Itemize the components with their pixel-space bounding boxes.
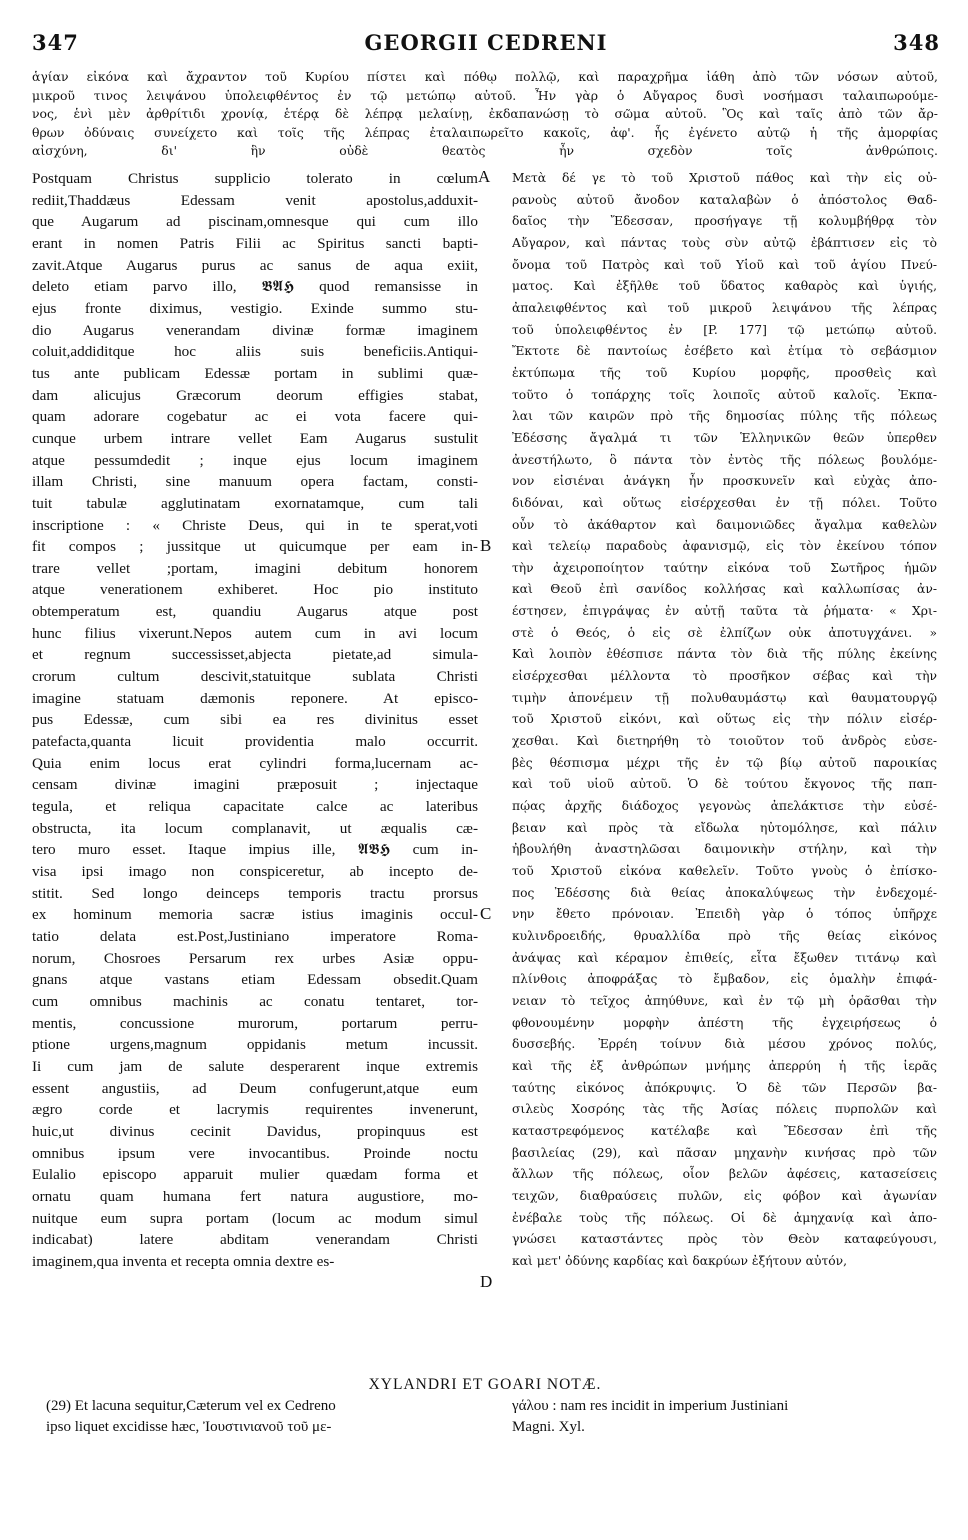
text-line: δυσσεβής. Ἐρρέη τοίνυν διὰ μέσου χρόνος πολύς, [512, 1037, 937, 1052]
text-line: Ii cum jam de salute desperarent inque extremis [32, 1057, 478, 1075]
text-line: nuitque eum supra portam (locum ac modum simul [32, 1209, 478, 1227]
text-line: κυλινδροειδής, θρυαλλίδα πρὸ τῆς θείας εἰκόνος [512, 928, 937, 943]
text-line: imagine statuam dæmonis reponere. At episco- [32, 689, 478, 707]
text-line: imaginem,qua inventa et recepta omnia dextre es- [32, 1252, 335, 1270]
text-line: rediit,Thaddæus Edessam venit apostolus,adduxit- [32, 191, 478, 209]
text-line: αἰσχύνη, δι' ἣν οὐδὲ θεατὸς ἦν σχεδὸν τοῖς ἀνθρώποις. [32, 143, 938, 159]
text-line: ægro corde et lacrymis requirentes invenerunt, [32, 1101, 478, 1119]
text-line: βασιλείας (29), καὶ πᾶσαν μηχανὴν κινήσας πρὸ τῶν [512, 1145, 937, 1160]
note-line: γάλου : nam res incidit in imperium Justiniani [512, 1398, 789, 1414]
text-line: τοῦ Χριστοῦ εἰκόνι, καὶ οὕτως εἰς τὴν πόλιν εἰσέρ- [512, 712, 937, 727]
text-line: διδόναι, καὶ οὕτως εἰσέρχεσθαι ἐν τῇ πόλει. Τοῦτο [512, 495, 937, 510]
text-line: huic,ut divinus cecinit Davidus, propinquus est [32, 1122, 478, 1140]
text-line: visa ipsi imago non conspiceretur, ab incepto de- [32, 863, 478, 880]
greek-column [512, 168, 937, 1272]
text-line: νον εἰσιέναι ἀνάγκη ἦν προσκυνεῖν καὶ εὐχὰς ἀπο- [512, 474, 937, 489]
text-line: et regnum successisset,abjecta pietate,ad simula- [32, 646, 478, 664]
text-line: patefacta,quanta licuit providentia malo occurrit. [32, 733, 478, 751]
text-line: καταστρεφόμενος κατέλαβε καὶ Ἔδεσσαν ἐπὶ τῆς [512, 1123, 937, 1138]
text-line: πῴας ἀρχῆς διάδοχος γεγονὼς ἀπελάκτισε τὴν εὐσέ- [512, 799, 937, 814]
text-line: ἠβουλήθη ἀναστηλῶσαι δαιμονικὴν στήλην, καὶ τὴν [512, 842, 937, 857]
text-line: ἐνέβαλε τοὺς τῆς πόλεως. Οἱ δὲ ἀμηχανίᾳ καὶ ἀπο- [512, 1210, 937, 1225]
text-line: Postquam Christus supplicio tolerato in cœlum [32, 170, 478, 187]
text-line: βειαν καὶ πρὸς τὰ εἴδωλα ηὐτομόλησε, καὶ πάλιν [512, 820, 937, 835]
text-line: atque pessumdedit ; inque ejus locum imaginem [32, 451, 478, 469]
text-line: tuit tabulæ agglutinatam exornatamque, cum tali [32, 494, 478, 512]
text-line: Eulalio episcopo apparuit mulier quædam forma et [32, 1166, 478, 1184]
text-line: hunc filius vixerunt.Nepos autem cum in avi locum [32, 624, 478, 642]
text-line: Μετὰ δέ γε τὸ τοῦ Χριστοῦ πάθος καὶ τὴν εἰς οὐ- [512, 171, 937, 185]
text-line: ἐκτύπωμα τῆς τοῦ Κυρίου μορφῆς, προσθεὶς καὶ [512, 365, 937, 380]
text-line: dio Augarus venerandam divinæ formæ imaginem [32, 321, 478, 339]
text-line: Καὶ λοιπὸν ἐθέσπισε πάντα τὸν διὰ τῆς πύλης ἐκείνης [512, 647, 937, 662]
text-line: ἁγίαν εἰκόνα καὶ ἄχραντον τοῦ Κυρίου πίστει καὶ πόθῳ πολλῷ, καὶ παραχρῆμα ἰάθη ἀπὸ τῶν νόσων αὐτοῦ, [32, 69, 938, 84]
note-line: (29) Et lacuna sequitur,Cæterum vel ex Cedreno [46, 1398, 336, 1414]
note-line: ipso liquet excidisse hæc, Ἰουστινιανοῦ τοῦ με- [46, 1419, 332, 1435]
text-line: οὖν τὸ ἀκάθαρτον καὶ δαιμονιῶδες ἄγαλμα καθελὼν [512, 517, 937, 532]
text-line: essent angustiis, ad Deum confugerunt,atque eum [32, 1079, 478, 1097]
text-line: τοῦτο ὁ τοπάρχης τοῖς λοιποῖς αὐτοῦ καλοῖς. Ἐκπα- [512, 387, 937, 402]
text-line: φθονουμένην μορφὴν ἀπέστη τῆς ἐγχειρήσεως ὁ [512, 1015, 937, 1030]
text-line: καὶ Θεοῦ ἐπὶ σανίδος κολλήσας καὶ καλλωπίσας ἀν- [512, 582, 937, 597]
running-title: GEORGII CEDRENI [364, 30, 608, 55]
margin-marker-c: C [480, 904, 492, 923]
text-line: καὶ τῆς ἐξ ἀνθρώπων μνήμης ἀπερρύη ἡ τῆς ἱερᾶς [512, 1058, 937, 1073]
text-line: χεσθαι. Καὶ διετηρήθη τὸ τοιοῦτον τοῦ ἀνδρὸς εὐσε- [512, 734, 937, 749]
text-line: βὲς θέσπισμα μέχρι τῆς ἐν τῷ βίῳ αὐτοῦ παροικίας [512, 755, 937, 770]
text-line: stitit. Sed longo deinceps temporis tractu prorsus [32, 884, 478, 902]
text-line: crorum cultum descivit,statuitque sublata Christi [32, 668, 478, 686]
text-line: erant in nomen Patris Filii ac Spiritus sancti bapti- [32, 234, 478, 252]
greek-continuation-block [32, 68, 938, 161]
text-line: gnans atque vastans etiam Edessam obsedit.Quam [32, 971, 478, 989]
text-line: πλίνθοις ἀποφράξας τὸ ἔμβαδον, εἰς ὁμαλὴν ἐπιφά- [512, 972, 937, 987]
text-line: Ἐδέσσης ἄγαλμά τι τῶν Ἑλληνικῶν θεῶν ὑπερθεν [512, 430, 937, 445]
text-line: dam alicujus Græcorum deorum effigies stabat, [32, 386, 478, 404]
text-line: ex hominum memoria sacræ istius imaginis occul- [32, 906, 478, 924]
text-line: τιμὴν ἀπονέμειν τῇ πολυθαυμάστῳ καὶ θαυματουργῷ [512, 690, 937, 705]
text-line: τειχῶν, διαθραύσεις πυλῶν, εἰς φόβον καὶ ἀγωνίαν [512, 1188, 937, 1203]
text-line: censam divinæ imagini præposuit ; injectaque [32, 776, 478, 794]
text-line: trare vellet ;portam, imagini debitum honorem [32, 559, 478, 577]
text-line: νην ἔθετο πρόνοιαν. Ἐπειδὴ γὰρ ὁ τόπος ὑπῆρχε [512, 907, 937, 922]
text-line: zavit.Atque Augarus purus ac sanus de aqua exiit, [32, 256, 478, 274]
text-line: ἀνάψας καὶ κέραμον ἐπιθείς, εἶτα ἔξωθεν τιτάνῳ καὶ [512, 950, 937, 965]
text-line: ματος. Καὶ ἐξῆλθε τοῦ ὕδατος καθαρὸς καὶ ὑγιής, [512, 279, 937, 294]
note-line: Magni. Xyl. [512, 1419, 585, 1435]
text-line: tatio delata est.Post,Justiniano imperatore Roma- [32, 927, 478, 945]
text-line: σιλεὺς Χοσρόης τὰς τῆς Ἀσίας πόλεις πυρπολῶν καὶ [512, 1102, 937, 1117]
text-line: τοῦ ὑπολειφθέντος ἐν [P. 177] τῷ μετώπῳ αὐτοῦ. [512, 322, 937, 337]
text-line: τοῦ Χριστοῦ εἰκόνα καθελεῖν. Τοῦτο γνοὺς ὁ ἐπίσκο- [512, 864, 937, 878]
text-line: καὶ μετ' ὀδύνης καρδίας καὶ δακρύων ἐξήτουν αὐτόν, [512, 1253, 848, 1268]
text-line: deleto etiam parvo illo, 𝕭𝕬𝕳 quod remansisse in [32, 278, 478, 296]
text-line: tero muro esset. Itaque impius ille, 𝕬𝕭𝕳 cum in- [32, 841, 478, 859]
text-line: que Augarum ad piscinam,omnesque qui cum illo [32, 213, 478, 231]
text-line: ἄλλων τῆς πόλεως, οἷον βελῶν ἀφέσεις, κατασείσεις [512, 1167, 937, 1182]
text-line: ἀπαλειφθέντος καὶ τοῦ μικροῦ λειψάνου τῆς λέπρας [512, 300, 937, 315]
text-line: tus ante publicam Edessæ portam in sublimi quæ- [32, 364, 478, 382]
page-number-right: 348 [893, 30, 940, 55]
text-line: Ἔκτοτε δὲ παντοίως ἐσέβετο καὶ ἐτίμα τὸ σεβάσμιον [512, 344, 937, 359]
notes-right-column [512, 1396, 937, 1438]
text-line: coluit,addiditque hoc aliis suis beneficiis.Antiqui- [32, 343, 478, 361]
text-line: mentis, concussione murorum, portarum perru- [32, 1014, 478, 1032]
page-number-left: 347 [32, 30, 79, 55]
text-line: tegula, et reliqua capacitate calce ac lateribus [32, 798, 478, 816]
text-line: νειαν τὸ τεῖχος ἀπηύθυνε, καὶ ἐν τῷ μὴ ὁρᾶσθαι τὴν [512, 993, 937, 1008]
margin-marker-d: D [480, 1272, 493, 1291]
text-line: στὲ ὁ Θεός, ὁ εἰς σὲ ἐλπίζων οὐκ ἀποτυγχάνει. » [512, 625, 937, 640]
text-line: ὄνομα τοῦ Πατρὸς καὶ τοῦ Υἱοῦ καὶ τοῦ ἁγίου Πνεύ- [512, 257, 937, 272]
margin-marker-b: B [480, 536, 492, 555]
notes-left-column [46, 1396, 478, 1438]
text-line: εἰσέρχεσθαι μέλλοντα τὸ προσῆκον σέβας καὶ τὴν [512, 669, 937, 684]
text-line: ἀνεστήλωτο, ὃ πάντα τὸν ἐντὸς τῆς πόλεως βουλόμε- [512, 452, 937, 467]
text-line: fit compos ; jussitque ut quicumque per eam in- [32, 538, 478, 556]
text-line: ταύτης εἰκόνος ἀπόκρυψις. Ὁ δὲ τῶν Περσῶν βα- [512, 1080, 937, 1095]
running-header [32, 30, 940, 64]
text-line: obtemperatum est, quandiu Augarus atque post [32, 603, 478, 621]
text-line: έστησεν, ἐπιγράψας ἐν αὐτῇ ταῦτα τὰ ῥήματα· « Χρι- [512, 604, 937, 619]
text-line: ptione urgens,magnum oppidanis metum incussit. [32, 1036, 478, 1054]
text-line: norum, Chosroes Persarum rex urbes Asiæ oppu- [32, 949, 478, 967]
text-line: καὶ τοῦ υἱοῦ αὐτοῦ. Ὁ δὲ τούτου ἔκγονος τῆς παπ- [512, 777, 937, 792]
text-line: pus Edessæ, cum sibi ea res divinitus esset [32, 711, 478, 729]
text-line: μικροῦ τινος λειψάνου ὑπολειφθέντος ἐν τῷ μετώπῳ αὐτοῦ. Ἦν γὰρ ὁ Αὔγαρος δυσὶ νοσήμασι ταλαιπωρούμε- [32, 87, 938, 103]
margin-marker-a: A [478, 167, 491, 186]
text-line: πος Ἐδέσσης διὰ θείας ἀποκαλύψεως τὴν ἐνδεχομέ- [512, 885, 937, 900]
text-line: τὴν ἀχειροποίητον ταύτην εἰκόνα τοῦ Σωτῆρος ἡμῶν [512, 560, 937, 575]
text-line: θρων ὀδύναις συνείχετο καὶ τοῖς τῆς λέπρας ἐταλαιπωρεῖτο κακοῖς, ἀφ'. ἧς ἐγένετο αὐτῷ ἡ τῆς ἀμορφίας [32, 124, 938, 140]
latin-column [32, 168, 478, 1272]
text-line: obstructa, ita locum complanavit, ut æqualis cæ- [32, 819, 478, 837]
text-line: omnibus ipsum vere invocantibus. Proinde noctu [32, 1144, 478, 1162]
text-line: καὶ τελείῳ παραδοὺς ἀφανισμῷ, εἰς τὸν ἐκείνου τόπον [512, 539, 937, 554]
text-line: δαῖος τὴν Ἔδεσσαν, προσήγαγε τῇ κολυμβήθρᾳ τὸν [512, 214, 937, 229]
text-line: quam adorare cogebatur ac ei vota facere qui- [32, 408, 478, 426]
text-line: Αὔγαρον, καὶ πάντας τοὺς σὺν αὐτῷ ἐβάπτισεν εἰς τὸ [512, 235, 937, 250]
text-line: inscriptione : « Christe Deus, qui in te sperat,voti [32, 516, 478, 534]
text-line: cum omnibus machinis ac conatu tentaret, tor- [32, 992, 478, 1010]
text-line: λαι τῶν καιρῶν πρὸ τῆς δημοσίας πύλης τῆς πόλεως [512, 409, 937, 424]
text-line: ornatu quam humana fert natura augustiore, mo- [32, 1187, 478, 1205]
text-line: indicabat) latere abditam venerandam Christi [32, 1231, 478, 1249]
text-line: ejus fronte diximus, vestigio. Exinde summo stu- [32, 299, 478, 317]
text-line: cunque urbem intrare vellet Eam Augarus sustulit [32, 429, 478, 447]
text-line: γνώσει καταστάντες πρὸς τὸν Θεὸν καταφεύγουσι, [512, 1232, 937, 1247]
text-line: νος, ἑνὶ μὲν ἀρθρίτιδι χρονίᾳ, ἑτέρᾳ δὲ λέπρᾳ μελαίνῃ, ἐκδαπανώσῃ τὸ σῶμα αὐτοῦ. Ὃς καὶ ταῖς ἀπὸ τῶν ἄρ- [32, 106, 938, 122]
text-line: ρανοὺς αὐτοῦ ἄνοδον καταλαβὼν ὁ ἀπόστολος Θαδ- [512, 192, 937, 207]
text-line: illam Christi, sine manuum opera factam, consti- [32, 473, 478, 491]
notes-heading: XYLANDRI ET GOARI NOTÆ. [368, 1376, 602, 1393]
text-line: atque venerationem exhiberet. Hoc pio instituto [32, 581, 478, 599]
text-line: Quia enim locus erat cylindri forma,lucernam ac- [32, 754, 478, 772]
